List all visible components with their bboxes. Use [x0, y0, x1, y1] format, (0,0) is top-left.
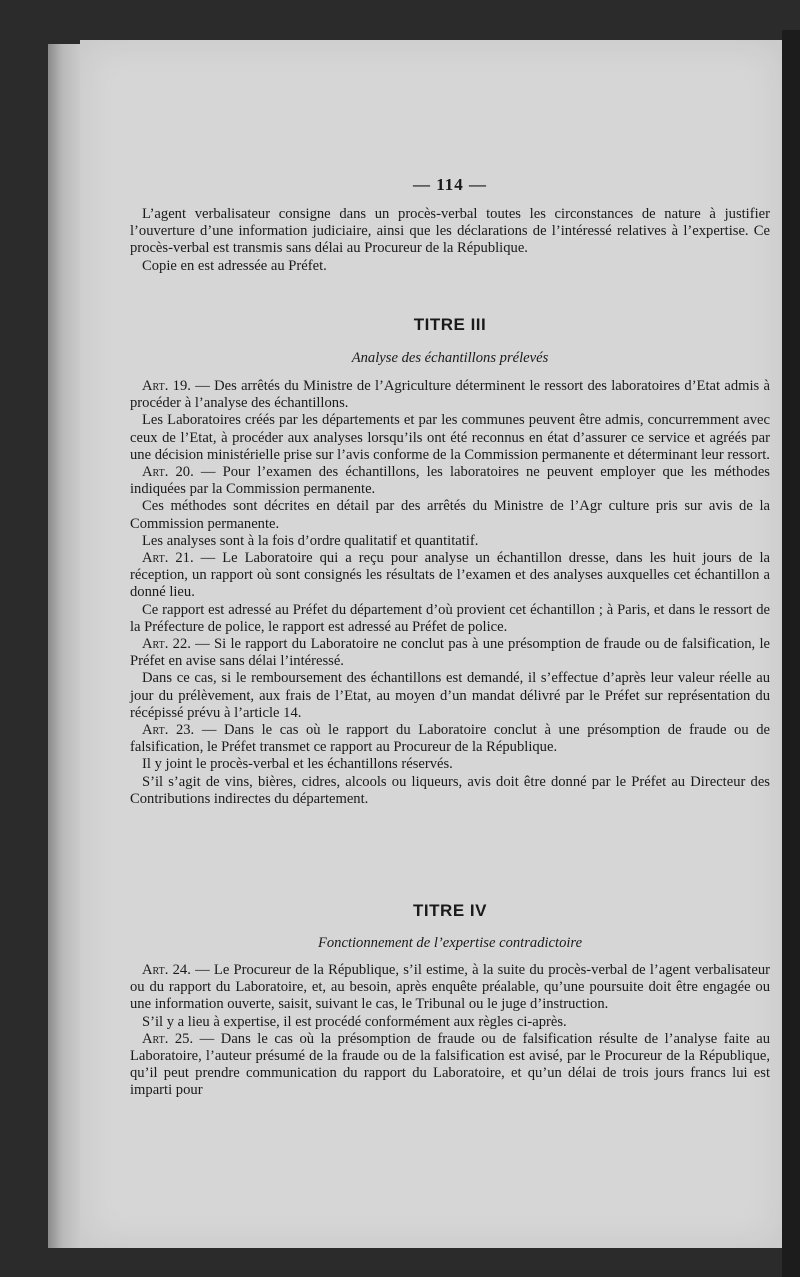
- article-paragraph: [130, 602, 770, 636]
- article-text: Il y joint le procès-verbal et les échantillons réservés.: [142, 756, 453, 773]
- titre-4-subtitle: Fonctionnement de l’expertise contradictoire: [317, 935, 583, 951]
- binding-strip: [782, 30, 800, 1277]
- titre-3-heading: TITRE III: [413, 315, 487, 334]
- intro-paragraph: Copie en est adressée au Préfet.: [142, 257, 327, 274]
- article-number: Art. 20.: [142, 464, 194, 481]
- article-number: Art. 25.: [142, 1030, 194, 1047]
- article-paragraph: [130, 533, 770, 550]
- article-text: Dans ce cas, si le remboursement des échantillons est demandé, il s’effectue d’après leur valeur réelle au jour du prélèvement, aux frais de l’Etat, au moyen d’un mandat délivré par le Préfet sur représentation du récépissé prévu à l’article 14.: [130, 670, 770, 721]
- article-number: Art. 19.: [142, 378, 191, 394]
- article-text: Les analyses sont à la fois d’ordre qualitatif et quantitatif.: [142, 532, 479, 549]
- titre-3-body: [130, 378, 770, 808]
- article-paragraph: [130, 756, 770, 773]
- article-text: Ce rapport est adressé au Préfet du département d’où provient cet échantillon ; à Paris, et dans le ressort de la Préfecture de police, le rapport est adressé au Préfet de police.: [130, 601, 770, 635]
- article-paragraph: [130, 1031, 770, 1100]
- article-paragraph: [130, 1014, 770, 1031]
- article-text: Les Laboratoires créés par les départements et par les communes peuvent être admis, concurremment avec ceux de l’Etat, à procéder aux analyses lorsqu’ils ont été reconnus en état d’assurer ce service et agréés par une décision ministérielle prise sur l’avis conforme de la Commission permanente et déterminant leur ressort.: [130, 412, 770, 463]
- article-paragraph: [130, 722, 770, 756]
- intro-section: [130, 206, 770, 275]
- article-text: — Pour l’examen des échantillons, les laboratoires ne peuvent employer que les méthodes indiquées par la Commission permanente.: [130, 464, 770, 498]
- article-paragraph: [130, 670, 770, 722]
- article-text: Ces méthodes sont décrites en détail par des arrêtés du Ministre de l’Agr culture pris sur avis de la Commission permanente.: [130, 498, 770, 532]
- article-number: Art. 24.: [142, 962, 191, 978]
- article-paragraph: [130, 412, 770, 464]
- article-text: S’il y a lieu à expertise, il est procédé conformément aux règles ci-après.: [142, 1013, 567, 1030]
- article-number: Art. 21.: [142, 550, 194, 567]
- article-text: — Dans le cas où le rapport du Laboratoire conclut à une présomption de fraude ou de falsification, le Préfet transmet ce rapport au Procureur de la République.: [130, 722, 770, 756]
- article-number: Art. 23.: [142, 722, 195, 739]
- article-text: — Des arrêtés du Ministre de l’Agriculture déterminent le ressort des laboratoires d’Etat admis à procéder à l’analyse des échantillons.: [130, 378, 770, 412]
- article-paragraph: [130, 636, 770, 670]
- titre-4-heading: TITRE IV: [413, 901, 487, 920]
- article-paragraph: [130, 962, 770, 1014]
- article-paragraph: [130, 774, 770, 808]
- titre-3-subtitle: Analyse des échantillons prélevés: [351, 350, 549, 366]
- article-paragraph: [130, 550, 770, 602]
- article-paragraph: [130, 498, 770, 532]
- article-text: — Si le rapport du Laboratoire ne conclut pas à une présomption de fraude ou de falsification, le Préfet en avise sans délai l’intéressé.: [130, 636, 770, 670]
- titre-4-body: [130, 962, 770, 1100]
- page-edge: [48, 44, 84, 1248]
- intro-paragraph: L’agent verbalisateur consigne dans un procès-verbal toutes les circonstances de nature à justifier l’ouverture d’une information judiciaire, ainsi que les déclarations de l’intéressé relatives à l’expertise. Ce procès-verbal est transmis sans délai au Procureur de la République.: [130, 206, 770, 257]
- page-number: — 114 —: [412, 175, 488, 194]
- article-number: Art. 22.: [142, 636, 191, 653]
- article-paragraph: [130, 378, 770, 412]
- article-text: — Le Procureur de la République, s’il estime, à la suite du procès-verbal de l’agent verbalisateur ou du rapport du Laboratoire, et, au besoin, après enquête préalable, qu’une poursuite doit être engagée ou une information ouverte, saisit, suivant le cas, le Tribunal ou le juge d’instruction.: [130, 962, 770, 1013]
- article-paragraph: [130, 464, 770, 498]
- article-text: — Dans le cas où la présomption de fraude ou de falsification résulte de l’analyse faite au Laboratoire, l’auteur présumé de la fraude ou de la falsification est avisé, par le Procureur de la République, qu’il peut prendre communication du rapport du Laboratoire, et qu’un délai de trois jours francs lui est imparti pour: [130, 1030, 770, 1099]
- article-text: S’il s’agit de vins, bières, cidres, alcools ou liqueurs, avis doit être donné par le Préfet au Directeur des Contributions indirectes du département.: [130, 773, 770, 807]
- article-text: — Le Laboratoire qui a reçu pour analyse un échantillon dresse, dans les huit jours de la réception, un rapport où sont consignés les résultats de l’examen et des analyses auxquelles cet échantillon a donné lieu.: [130, 550, 770, 601]
